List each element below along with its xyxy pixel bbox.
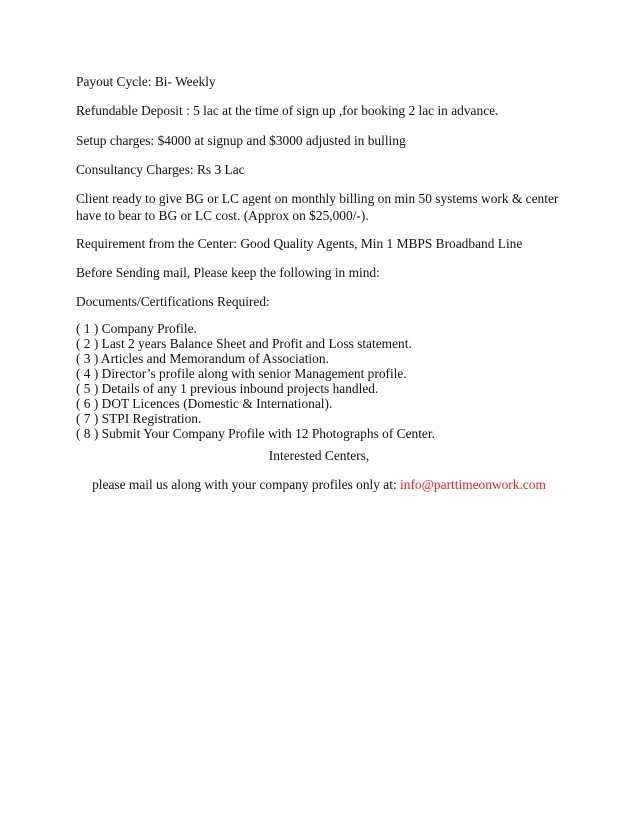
email-link[interactable]: info@parttimeonwork.com xyxy=(400,477,546,492)
setup-charges-text: Setup charges: $4000 at signup and $3000 adjusted in bulling xyxy=(76,133,406,148)
payout-cycle-text: Payout Cycle: Bi- Weekly xyxy=(76,74,216,89)
mail-prompt-line xyxy=(0,476,638,493)
list-item: ( 4 ) Director’s profile along with senior Management profile. xyxy=(76,366,407,381)
client-note-text: Client ready to give BG or LC agent on monthly billing on min 50 systems work & center have to bear to BG or LC cost. (Approx on $25,000/-). xyxy=(76,191,559,223)
requirement-text: Requirement from the Center: Good Quality Agents, Min 1 MBPS Broadband Line xyxy=(76,236,523,251)
list-item: ( 3 ) Articles and Memorandum of Association. xyxy=(76,351,329,366)
list-item: ( 1 ) Company Profile. xyxy=(76,321,197,336)
consultancy-charges-text: Consultancy Charges: Rs 3 Lac xyxy=(76,162,245,177)
interested-centers-text: Interested Centers, xyxy=(268,448,370,463)
list-item: ( 8 ) Submit Your Company Profile with 12 Photographs of Center. xyxy=(76,426,435,441)
list-item: ( 6 ) DOT Licences (Domestic & International). xyxy=(76,396,333,411)
refundable-deposit-text: Refundable Deposit : 5 lac at the time of sign up ,for booking 2 lac in advance. xyxy=(76,103,499,118)
list-item: ( 7 ) STPI Registration. xyxy=(76,411,202,426)
list-item: ( 2 ) Last 2 years Balance Sheet and Profit and Loss statement. xyxy=(76,336,412,351)
documents-list xyxy=(76,321,566,441)
before-sending-text: Before Sending mail, Please keep the following in mind: xyxy=(76,265,380,280)
documents-heading: Documents/Certifications Required: xyxy=(76,294,270,309)
mail-prompt-text: please mail us along with your company profiles only at: xyxy=(92,477,401,492)
list-item: ( 5 ) Details of any 1 previous inbound projects handled. xyxy=(76,381,379,396)
